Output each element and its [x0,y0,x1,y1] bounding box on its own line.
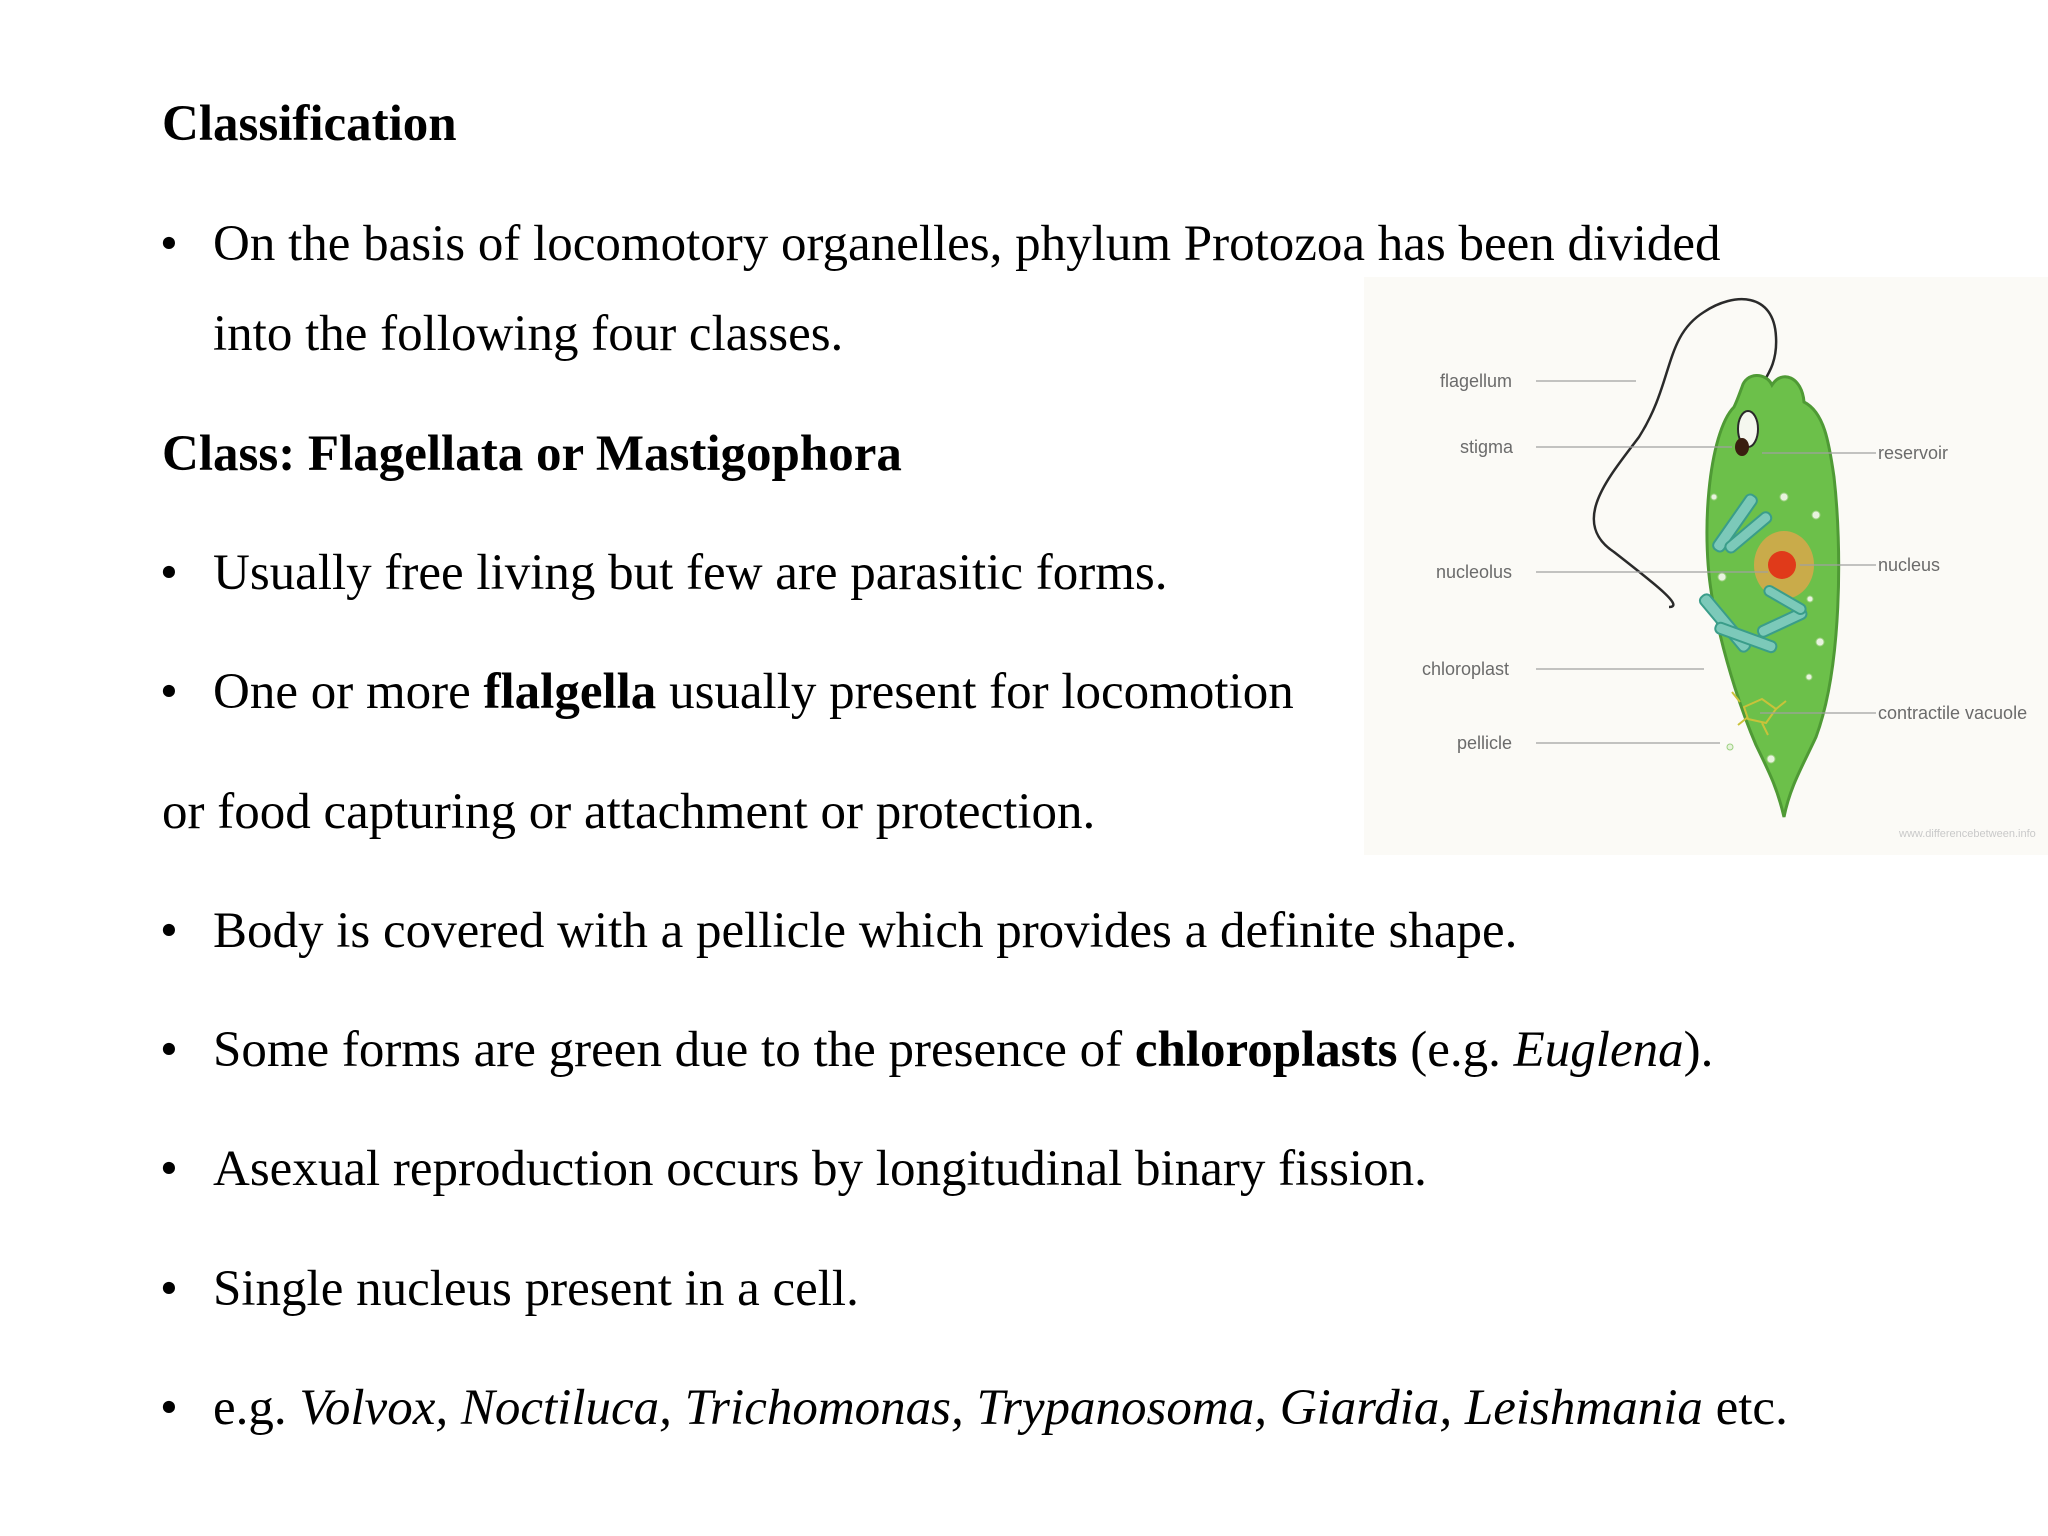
point-flagella [213,664,1294,720]
point-reproduction: Asexual reproduction occurs by longitudinal binary fission. [213,1141,1427,1197]
point-chloroplasts-italic: Euglena [1513,1022,1684,1078]
point-chloroplasts-bold: chloroplasts [1134,1022,1398,1078]
euglena-svg [1364,277,2048,855]
intro-text-line2: into the following four classes. [213,306,844,362]
point-nucleus: Single nucleus present in a cell. [213,1261,859,1317]
intro-text-line1: On the basis of locomotory organelles, phylum Protozoa has been divided [213,216,1721,272]
bullet-marker: • [160,664,178,720]
label-flagellum: flagellum [1440,371,1513,391]
point-chloroplasts-text-c: (e.g. [1397,1022,1514,1078]
bullet-marker: • [160,545,178,601]
label-reservoir: reservoir [1878,443,1949,463]
point-chloroplasts-text-a: Some forms are green due to the presence of [213,1022,1135,1078]
point-examples-italic: Volvox, Noctiluca, Trichomonas, Trypanosoma, Giardia, Leishmania [299,1380,1703,1436]
point-flagella-bold: flalgella [483,664,657,720]
point-examples-text-a: e.g. [213,1380,300,1436]
point-pellicle: Body is covered with a pellicle which provides a definite shape. [213,903,1518,959]
bullet-marker: • [160,216,178,272]
bullet-marker: • [160,903,178,959]
bullet-marker: • [160,1022,178,1078]
point-examples [213,1380,1788,1436]
watermark: www.differencebetween.info [1899,828,2036,840]
nucleus-core [1768,551,1796,579]
classification-heading: Classification [162,96,457,152]
label-stigma: stigma [1460,437,1514,457]
label-nucleus: nucleus [1878,555,1941,575]
label-pellicle: pellicle [1457,733,1513,753]
point-flagella-text-c: usually present for locomotion [656,664,1294,720]
label-nucleolus: nucleolus [1436,562,1513,582]
label-contractile-vacuole: contractile vacuole [1878,703,2028,723]
point-flagella-text-a: One or more [213,664,484,720]
class-heading: Class: Flagellata or Mastigophora [162,426,902,482]
point-chloroplasts-text-e: ). [1683,1022,1714,1078]
point-chloroplasts [213,1022,1714,1078]
point-examples-text-c: etc. [1702,1380,1788,1436]
bullet-marker: • [160,1380,178,1436]
bullet-marker: • [160,1261,178,1317]
label-chloroplast: chloroplast [1422,659,1510,679]
stigma-spot [1735,438,1749,456]
point-flagella-continuation: or food capturing or attachment or protection. [162,784,1096,840]
euglena-diagram [1364,277,2048,855]
point-free-living: Usually free living but few are parasitic forms. [213,545,1168,601]
bullet-marker: • [160,1141,178,1197]
